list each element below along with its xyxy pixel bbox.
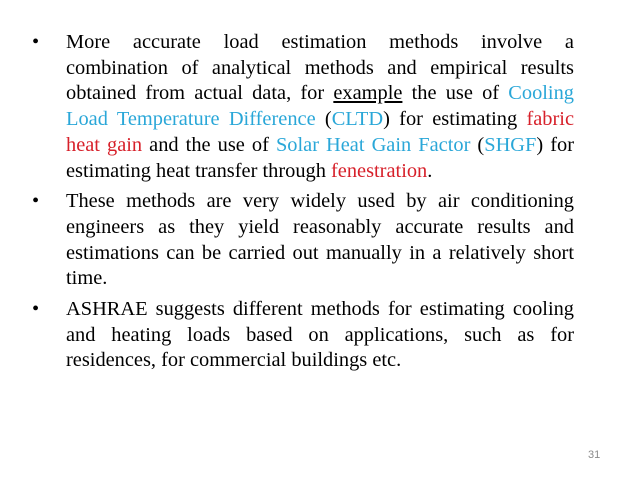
bullet-dot-icon: •: [32, 298, 40, 321]
bullet-dot-icon: •: [32, 31, 40, 53]
bullet-item: [26, 189, 574, 292]
bullet-text: These methods are very widely used by air conditioning engineers as they yield reasonably accurate results and estimations can be carried out manually in a relatively short time.: [66, 190, 574, 290]
highlight-abbreviation: SHGF: [484, 133, 537, 156]
text-segment: ) for estimating heat transfer through: [66, 133, 574, 182]
text-segment: (: [315, 108, 332, 131]
bullet-item: [26, 297, 574, 374]
bullet-text: ASHRAE suggests different methods for estimating cooling and heating loads based on applications, such as for residences, for commercial buildings etc.: [66, 298, 574, 372]
highlight-term: Solar Heat Gain Factor: [275, 133, 471, 156]
highlight-term: fenestration: [331, 159, 428, 182]
page-number: 31: [588, 449, 601, 461]
text-segment: ) for estimating: [383, 108, 527, 131]
bullet-list: [26, 30, 574, 379]
highlight-abbreviation: CLTD: [331, 108, 384, 131]
highlight-term: fabric heat gain: [66, 108, 574, 156]
text-segment: and the use of: [142, 133, 276, 156]
text-segment: the use of: [402, 82, 509, 105]
highlight-term: Cooling Load Temperature Difference: [66, 82, 574, 131]
text-segment: .: [427, 159, 433, 182]
bullet-dot-icon: •: [32, 190, 40, 213]
text-segment: (: [470, 133, 485, 156]
bullet-text: [66, 31, 574, 182]
bullet-item: [26, 30, 574, 184]
text-segment: More accurate load estimation methods involve a combination of analytical methods and empirical results obtained from actual data, for: [66, 31, 574, 105]
underlined-word: example: [333, 82, 403, 105]
